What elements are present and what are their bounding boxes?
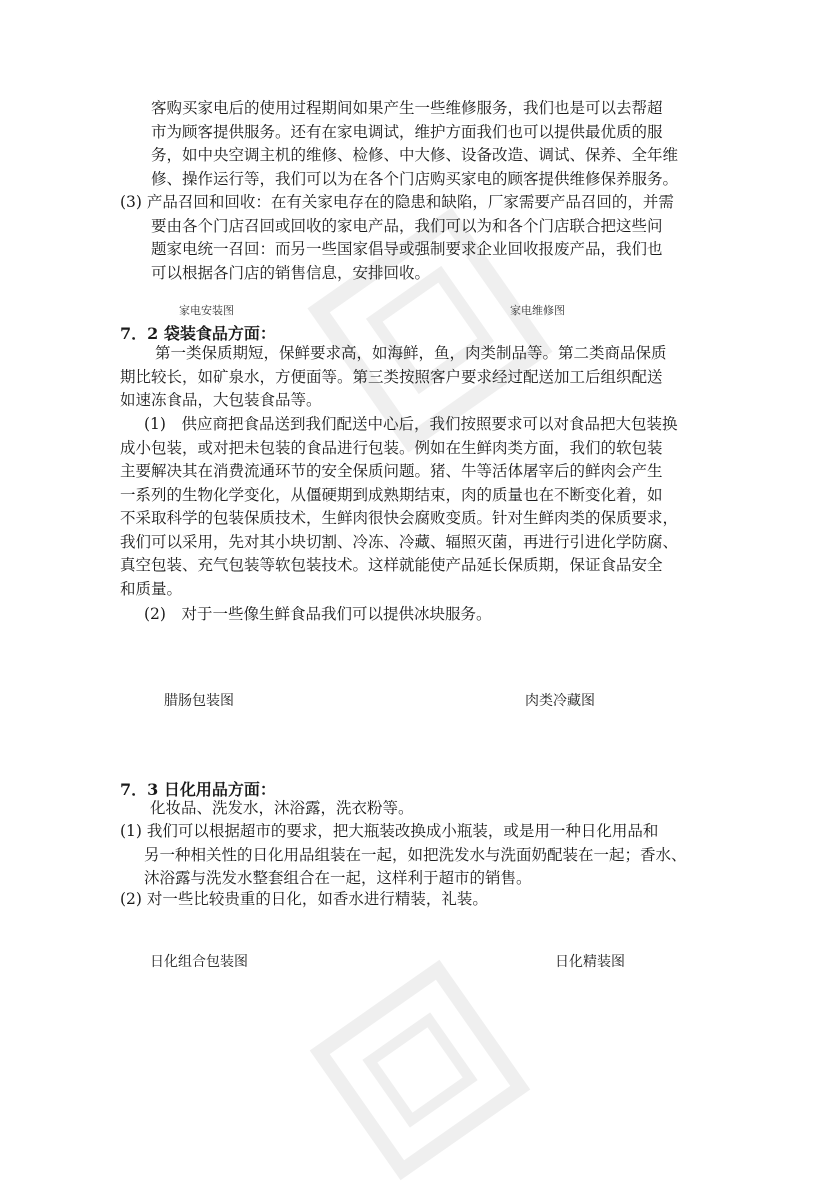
text-line: 市为顾客提供服务。还有在家电调试，维护方面我们也可以提供最优质的服: [151, 122, 663, 141]
text-line: 如速冻食品，大包装食品等。: [120, 391, 322, 409]
meat-cold-storage-caption: 肉类冷藏图: [525, 693, 595, 709]
watermark-logo: [295, 945, 546, 1195]
food-packaging-paragraph: [120, 413, 700, 601]
text-line: (1) 供应商把食品送到我们配送中心后，我们按照要求可以对食品把大包装换: [144, 415, 678, 433]
text-line: 修、操作运行等，我们可以为在各个门店购买家电的顾客提供维修保养服务。: [151, 169, 679, 188]
daily-deluxe-packaging-caption: 日化精装图: [555, 954, 625, 970]
appliance-install-caption: 家电安装图: [179, 304, 234, 317]
appliance-repair-caption: 家电维修图: [510, 304, 565, 317]
text-line: 另一种相关性的日化用品组装在一起，如把洗发水与洗面奶配装在一起；香水、: [144, 845, 687, 864]
daily-chem-gift-paragraph: [120, 888, 710, 912]
text-line: (1) 我们可以根据超市的要求，把大瓶装改换成小瓶装，或是用一种日化用品和: [120, 822, 659, 840]
text-line: 题家电统一召回：而另一些国家倡导或强制要求企业回收报废产品，我们也: [151, 240, 663, 258]
daily-chem-intro: [150, 797, 650, 821]
recall-paragraph: [120, 191, 700, 285]
text-line: 化妆品、洗发水，沐浴露，洗衣粉等。: [150, 799, 414, 817]
text-line: 要由各个门店召回或回收的家电产品，我们可以为和各个门店联合把这些问: [151, 216, 663, 235]
text-line: 客购买家电后的使用过程期间如果产生一些维修服务，我们也是可以去帮超: [151, 99, 663, 117]
text-line: 真空包装、充气包装等软包装技术。这样就能使产品延长保质期，保证食品安全: [120, 556, 663, 574]
text-line: 和质量。: [120, 579, 183, 598]
sausage-packaging-caption: 腊肠包装图: [164, 693, 234, 709]
service-paragraph: [151, 97, 681, 191]
text-line: 不采取科学的包装保质技术，生鲜肉很快会腐败变质。针对生鲜肉类的保质要求，: [120, 509, 679, 527]
text-line: 务，如中央空调主机的维修、检修、中大修、设备改造、调试、保养、全年维: [151, 146, 679, 164]
section-heading-7-2: 7．2 袋装食品方面：: [120, 324, 276, 343]
text-line: 沐浴露与洗发水整套组合在一起，这样利于超市的销售。: [144, 869, 532, 887]
text-line: 成小包装，或对把未包装的食品进行包装。例如在生鲜肉类方面，我们的软包装: [120, 438, 663, 457]
text-line: (2) 对于一些像生鲜食品我们可以提供冰块服务。: [144, 605, 492, 623]
text-line: 期比较长，如矿泉水，方便面等。第三类按照客户要求经过配送加工后组织配送: [120, 367, 663, 386]
ice-service-paragraph: [144, 603, 704, 627]
daily-chem-repack-paragraph: [120, 820, 710, 891]
text-line: (3) 产品召回和回收：在有关家电存在的隐患和缺陷，厂家需要产品召回的，并需: [120, 193, 674, 211]
text-line: 一系列的生物化学变化，从僵硬期到成熟期结束，肉的质量也在不断变化着，如: [120, 485, 663, 504]
text-line: 第一类保质期短，保鲜要求高，如海鲜，鱼，肉类制品等。第二类商品保质: [155, 344, 667, 362]
food-intro-paragraph: [120, 342, 700, 413]
text-line: 主要解决其在消费流通环节的安全保质问题。猪、牛等活体屠宰后的鲜肉会产生: [120, 462, 663, 480]
daily-combo-packaging-caption: 日化组合包装图: [150, 954, 248, 970]
text-line: 我们可以采用，先对其小块切割、冷冻、冷藏、辐照灭菌，再进行引进化学防腐、: [120, 532, 679, 551]
section-heading-7-3: 7．3 日化用品方面：: [120, 780, 276, 799]
text-line: 可以根据各门店的销售信息，安排回收。: [151, 263, 431, 282]
text-line: (2) 对一些比较贵重的日化，如香水进行精装，礼装。: [120, 890, 488, 908]
